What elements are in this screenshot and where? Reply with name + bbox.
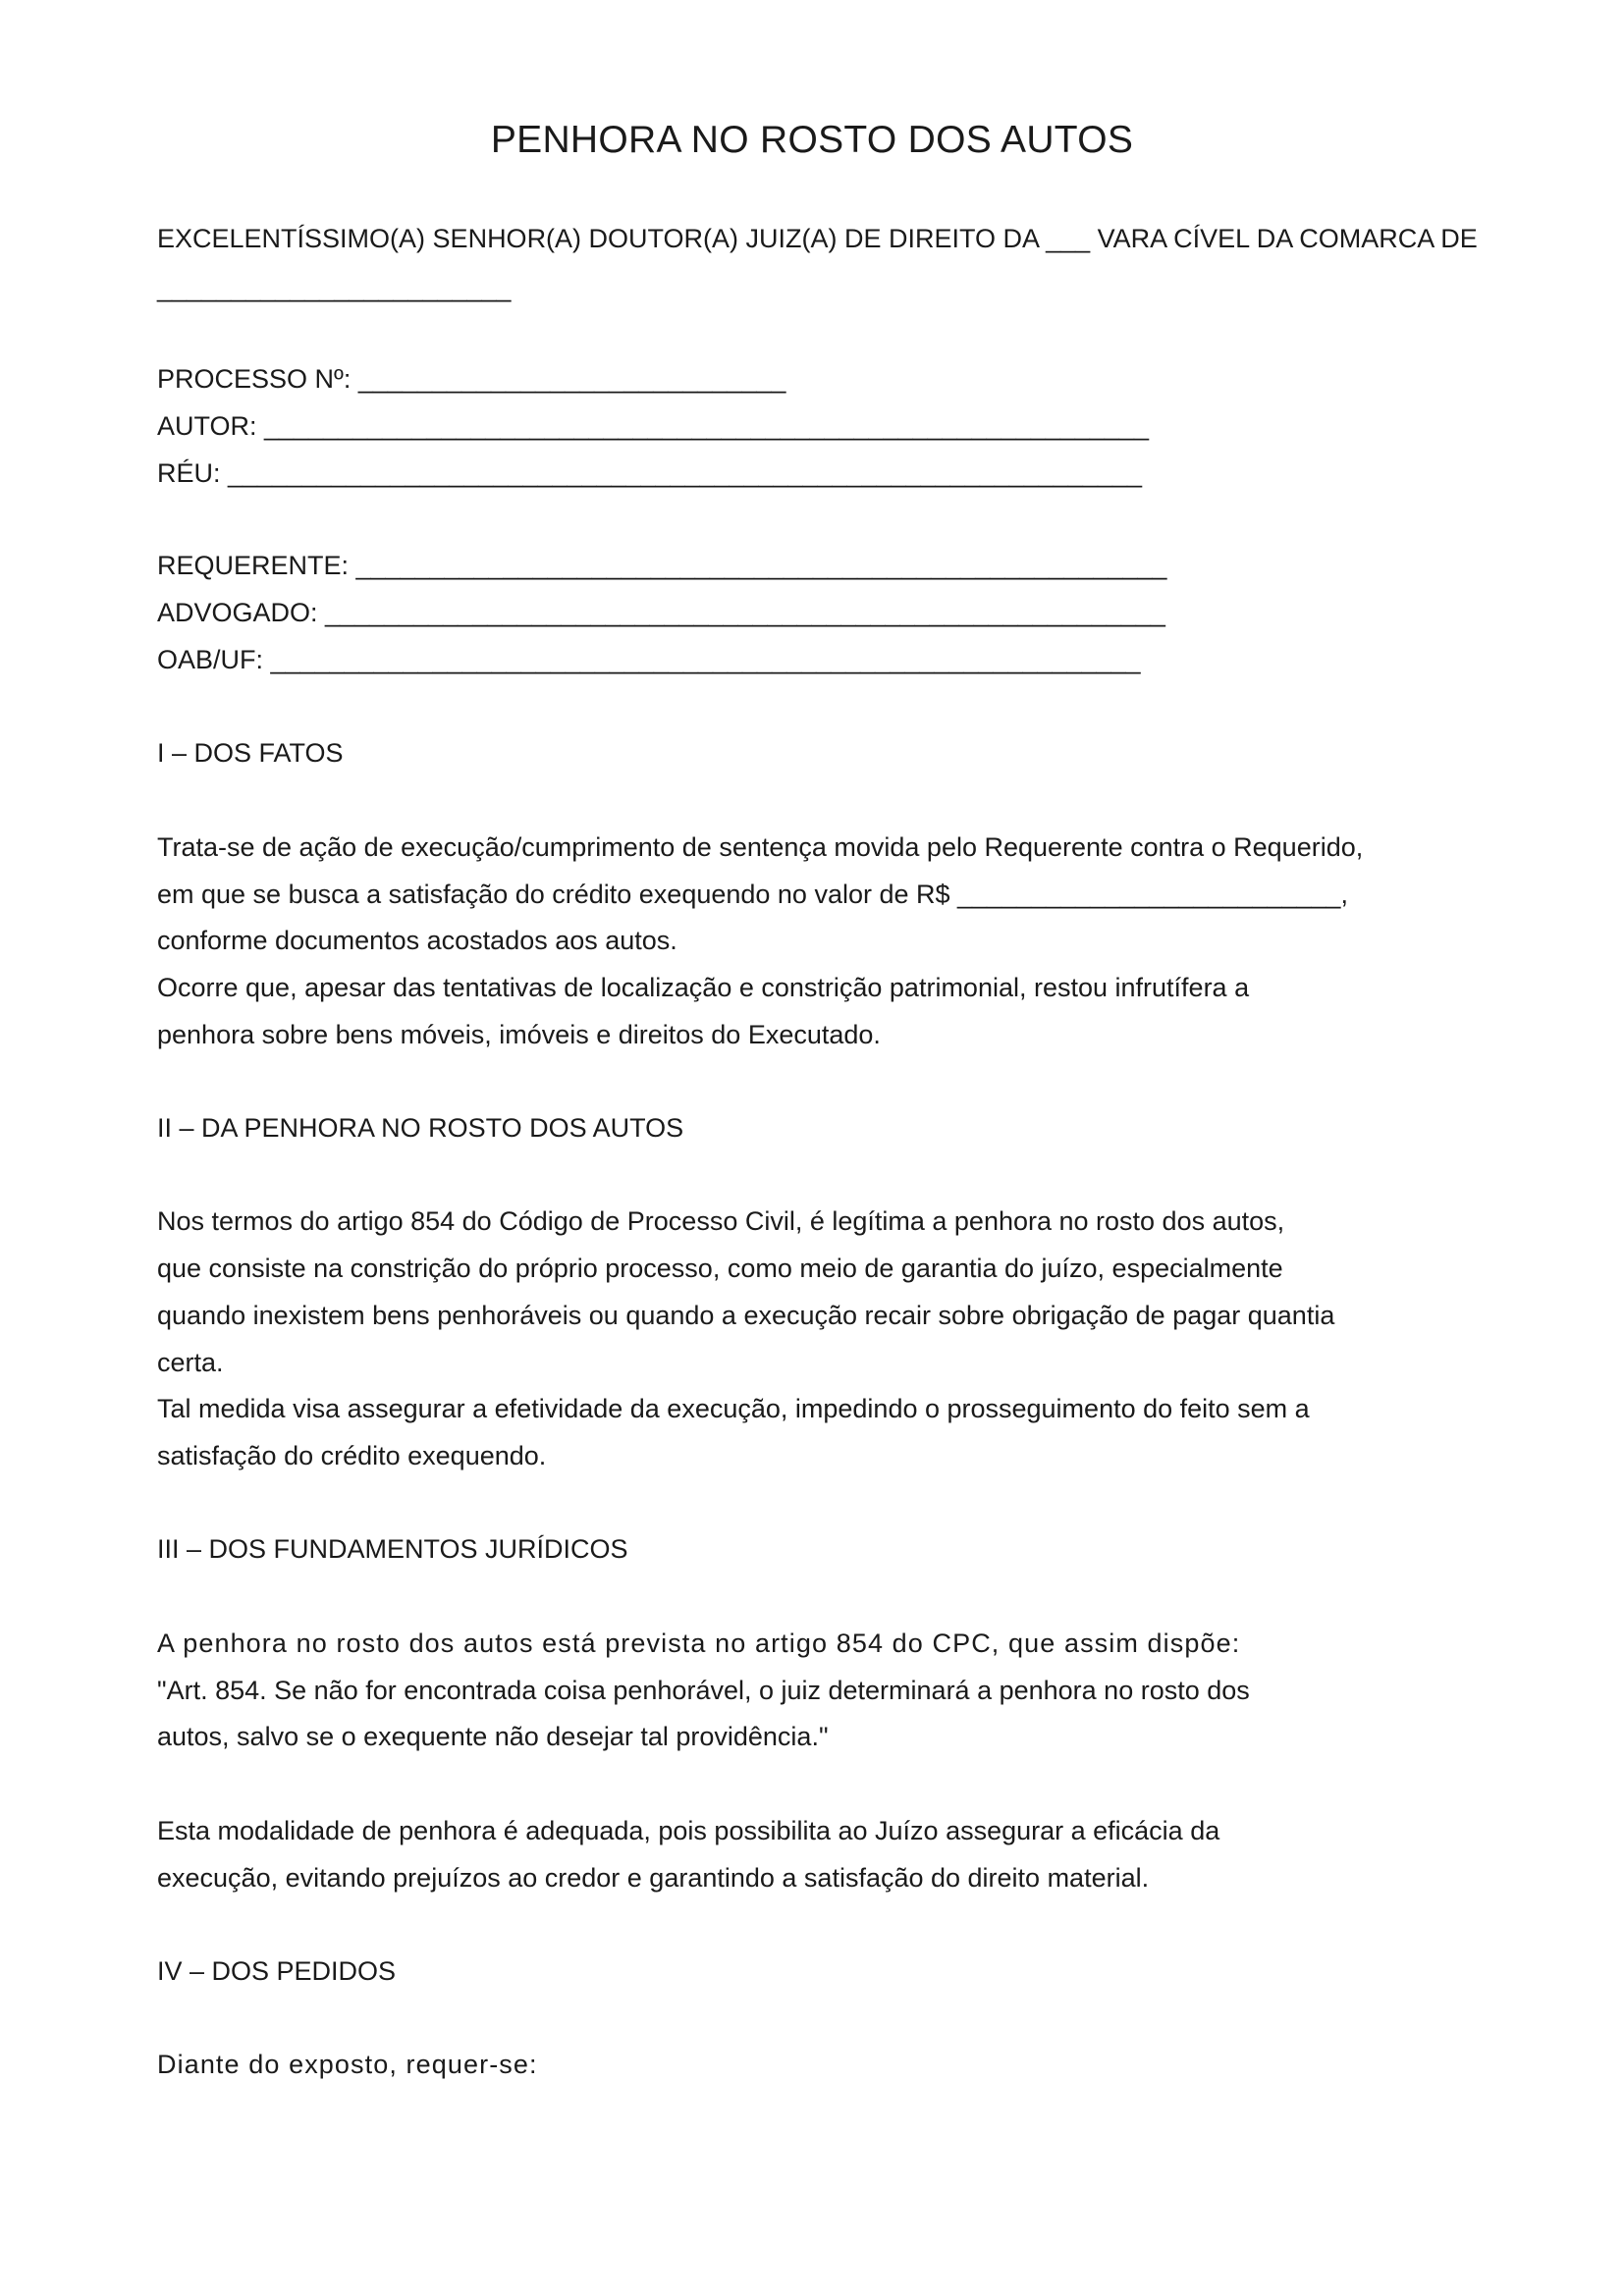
fatos-line: Trata-se de ação de execução/cumprimento de sentença movida pelo Requerente contra o Requerido, <box>157 832 1364 862</box>
fundamentos-line: autos, salvo se o exequente não desejar tal providência." <box>157 1722 829 1751</box>
penhora-line: certa. <box>157 1348 224 1377</box>
fatos-line: conforme documentos acostados aos autos. <box>157 926 677 955</box>
penhora-line: satisfação do crédito exequendo. <box>157 1441 547 1470</box>
fatos-line: em que se busca a satisfação do crédito exequendo no valor de R$ __________________________, <box>157 880 1348 909</box>
requerente-field: REQUERENTE: _______________________________________________________ <box>157 551 1167 580</box>
oab-field: OAB/UF: ___________________________________________________________ <box>157 645 1141 674</box>
fundamentos-line: execução, evitando prejuízos ao credor e garantindo a satisfação do direito material. <box>157 1863 1150 1893</box>
processo-field: PROCESSO Nº: _____________________________ <box>157 364 786 394</box>
section-heading-penhora: II – DA PENHORA NO ROSTO DOS AUTOS <box>157 1113 684 1143</box>
fatos-line: Ocorre que, apesar das tentativas de localização e constrição patrimonial, restou infrutífera a <box>157 973 1250 1002</box>
penhora-line: Tal medida visa assegurar a efetividade da execução, impedindo o prosseguimento do feito sem a <box>157 1394 1310 1423</box>
penhora-line: quando inexistem bens penhoráveis ou quando a execução recair sobre obrigação de pagar quantia <box>157 1301 1335 1330</box>
fundamentos-line: A penhora no rosto dos autos está prevista no artigo 854 do CPC, que assim dispõe: <box>157 1629 1241 1658</box>
fundamentos-line: "Art. 854. Se não for encontrada coisa penhorável, o juiz determinará a penhora no rosto dos <box>157 1676 1250 1705</box>
section-heading-pedidos: IV – DOS PEDIDOS <box>157 1956 397 1986</box>
address-line-2: ________________________ <box>157 273 512 302</box>
autor-field: AUTOR: ____________________________________________________________ <box>157 411 1149 441</box>
advogado-field: ADVOGADO: _________________________________________________________ <box>157 598 1165 627</box>
pedidos-intro: Diante do exposto, requer-se: <box>157 2050 538 2079</box>
penhora-line: que consiste na constrição do próprio processo, como meio de garantia do juízo, especialmente <box>157 1254 1283 1283</box>
address-line-1: EXCELENTÍSSIMO(A) SENHOR(A) DOUTOR(A) JUIZ(A) DE DIREITO DA ___ VARA CÍVEL DA COMARCA DE <box>157 224 1478 253</box>
penhora-line: Nos termos do artigo 854 do Código de Processo Civil, é legítima a penhora no rosto dos autos, <box>157 1206 1285 1236</box>
fundamentos-line: Esta modalidade de penhora é adequada, pois possibilita ao Juízo assegurar a eficácia da <box>157 1816 1220 1845</box>
fatos-line: penhora sobre bens móveis, imóveis e direitos do Executado. <box>157 1020 881 1049</box>
section-heading-fundamentos: III – DOS FUNDAMENTOS JURÍDICOS <box>157 1534 628 1564</box>
reu-field: RÉU: ______________________________________________________________ <box>157 458 1143 488</box>
section-heading-fatos: I – DOS FATOS <box>157 738 344 768</box>
document-title: PENHORA NO ROSTO DOS AUTOS <box>490 119 1134 161</box>
